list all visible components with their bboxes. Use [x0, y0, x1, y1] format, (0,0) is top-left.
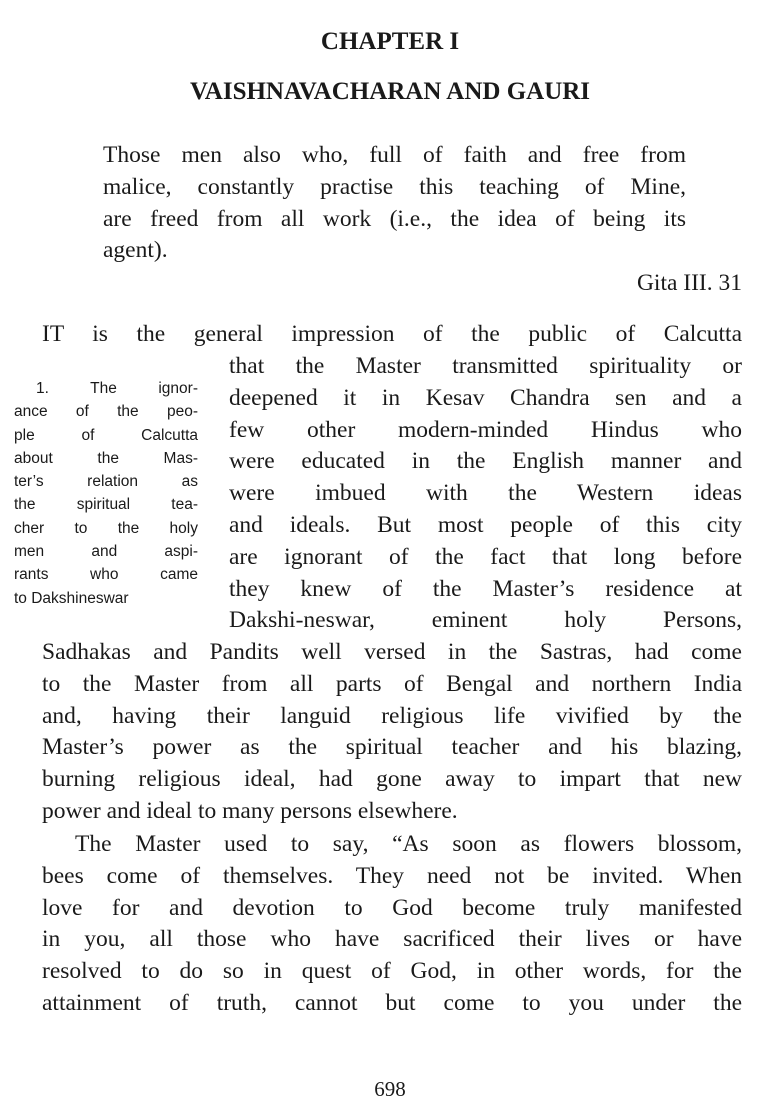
text-line: they knew of the Master’s residence at: [229, 575, 742, 602]
text-line: burning religious ideal, had gone away to impart that new: [42, 766, 742, 793]
text-line: Master’s power as the spiritual teacher and his blazing,: [42, 734, 742, 761]
sidenote-line: about the Mas-: [14, 449, 198, 467]
text-line: power and ideal to many persons elsewhere.: [42, 797, 458, 824]
sidenote-line: cher to the holy: [14, 519, 198, 537]
text-line: bees come of themselves. They need not be invited. When: [42, 862, 742, 889]
text-line: love for and devotion to God become truly manifested: [42, 894, 742, 921]
sidenote-line: men and aspi-: [14, 543, 198, 561]
epigraph-line: Those men also who, full of faith and free from: [103, 142, 686, 168]
text-line: in you, all those who have sacrificed their lives or have: [42, 926, 742, 953]
sidenote-line: the spiritual tea-: [14, 496, 198, 514]
sidenote-line: 1. The ignor-: [36, 380, 198, 397]
sidenote-line: to Dakshineswar: [14, 589, 129, 607]
text-line: that the Master transmitted spirituality or: [229, 353, 742, 379]
sidenote-line: ance of the peo-: [14, 403, 198, 421]
epigraph-line: are freed from all work (i.e., the idea of being its: [103, 205, 686, 232]
epigraph-line: malice, constantly practise this teaching of Mine,: [103, 173, 686, 200]
text-line: Dakshi-neswar, eminent holy Persons,: [229, 607, 742, 634]
text-line: deepened it in Kesav Chandra sen and a: [229, 384, 742, 411]
text-line: to the Master from all parts of Bengal and northern India: [42, 670, 742, 697]
text-line: were imbued with the Western ideas: [229, 480, 742, 507]
margin-sidenote: [14, 377, 198, 610]
text-line: resolved to do so in quest of God, in other words, for the: [42, 958, 742, 985]
sidenote-line: rants who came: [14, 566, 198, 584]
text-line: and, having their languid religious life vivified by the: [42, 702, 742, 729]
sidenote-line: ter’s relation as: [14, 473, 198, 491]
text-line: and ideals. But most people of this city: [229, 511, 742, 538]
paragraph-2: [42, 829, 742, 1020]
text-line: The Master used to say, “As soon as flowers blossom,: [75, 831, 742, 857]
text-line: are ignorant of the fact that long before: [229, 543, 742, 570]
sidenote-line: ple of Calcutta: [14, 426, 198, 444]
text-line: Sadhakas and Pandits well versed in the Sastras, had come: [42, 639, 742, 665]
text-line: attainment of truth, cannot but come to you under the: [42, 989, 742, 1016]
epigraph: [103, 140, 686, 267]
text-line: were educated in the English manner and: [229, 448, 742, 475]
chapter-number: CHAPTER I: [320, 28, 460, 55]
epigraph-line: agent).: [103, 237, 168, 264]
paragraph-1-first-line: [42, 319, 742, 351]
text-line: IT is the general impression of the public of Calcutta: [42, 321, 742, 347]
paragraph-1-rest: [42, 637, 742, 828]
epigraph-source: Gita III. 31: [636, 270, 742, 296]
chapter-title: VAISHNAVACHARAN AND GAURI: [189, 78, 591, 105]
text-line: few other modern-minded Hindus who: [229, 416, 742, 443]
page-number: 698: [374, 1077, 406, 1101]
paragraph-1-indented: [229, 351, 742, 637]
